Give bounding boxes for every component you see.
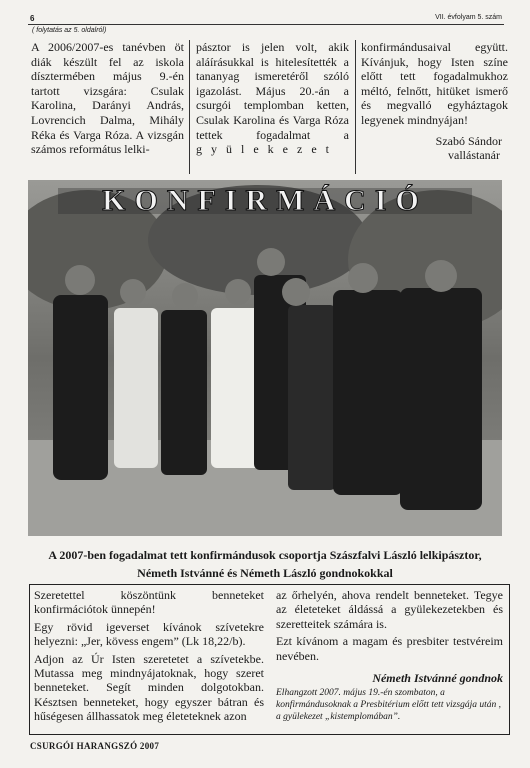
header-rule [28,24,504,25]
photo-caption [20,546,510,582]
caption-line-1: A 2007-ben fogadalmat tett konfirmándusok csoportja Szászfalvi László lelkipásztor, [48,548,482,562]
group-photo [28,180,502,536]
greeting-author: Németh Istvánné gondnok [372,671,503,686]
column-divider [355,40,356,174]
edition-label: VII. évfolyam 5. szám [435,14,502,21]
article-column-1: A 2006/2007-es tanévben öt diák készült fel az iskola dísztermében május 9.-én tartott vizsgára: Csulak Karolina, Darányi András, Lovrencich Dalma, Mihály Réka és Varga Róza. A vizsgán számos református lelki- [31,40,184,157]
author-role: vallástanár [448,148,500,163]
spaced-word: gyülekezet [196,142,338,157]
greeting-note: Elhangzott 2007. május 19.-én szombaton, a konfirmándusoknak a Presbitérium előtt tett vizsgája után , a gyülekezet „kistemplomában”. [276,688,501,723]
column-3-text: konfirmándusaival együtt. Kívánjuk, hogy Isten színe előtt tett fogadalmukhoz méltó, felnőtt, hitüket ismerő és megvalló egyháztagok legyenek mindnyájan! [361,40,508,127]
continued-note: ( folytatás az 5. oldalról) [32,27,107,34]
author-name: Szabó Sándor [435,133,502,148]
greeting-paragraph: Adjon az Úr Isten szeretetet a szívetekbe. Mutassa meg mindnyájatoknak, hogy szeret benneteket. Segít minden dolgotokban. Késztsen benneteket, hogy egyszer bátran és hűségesen állhassatok meg életeteknek azon [34,651,264,724]
photo-title: KONFIRMÁCIÓ [102,184,428,217]
column-divider [189,40,190,174]
greeting-box [29,584,510,735]
greeting-paragraph: Egy rövid igeverset kívánok szívetekre helyezni: „Jer, kövess engem” (Lk 18,22/b). [34,619,264,649]
greeting-right-column [276,588,503,723]
article-column-3 [361,40,508,163]
article-column-2 [196,40,349,157]
caption-line-2: Németh Istvánné és Németh László gondnokokkal [137,566,393,580]
page-number: 6 [30,14,35,23]
footer-title: CSURGÓI HARANGSZÓ 2007 [30,741,160,751]
greeting-left-column [34,588,264,727]
greeting-paragraph: Ezt kívánom a magam és presbiter testvéreim nevében. [276,634,503,663]
column-2-text: pásztor is jelen volt, akik aláírásukkal is hitelesítették a tananyag ismeretéről szóló igazolást. Május 20.-án a csurgói templomban ketten, Csulak Karolina és Varga Róza tettek fogadalmat a [196,40,349,142]
greeting-paragraph: az őrhelyén, ahova rendelt benneteket. Tegye az életeteket áldássá a gyülekezetekben és szeretteitek számára is. [276,588,503,631]
greeting-paragraph: Szeretettel köszöntünk benneteket konfirmációtok ünnepén! [34,588,264,617]
